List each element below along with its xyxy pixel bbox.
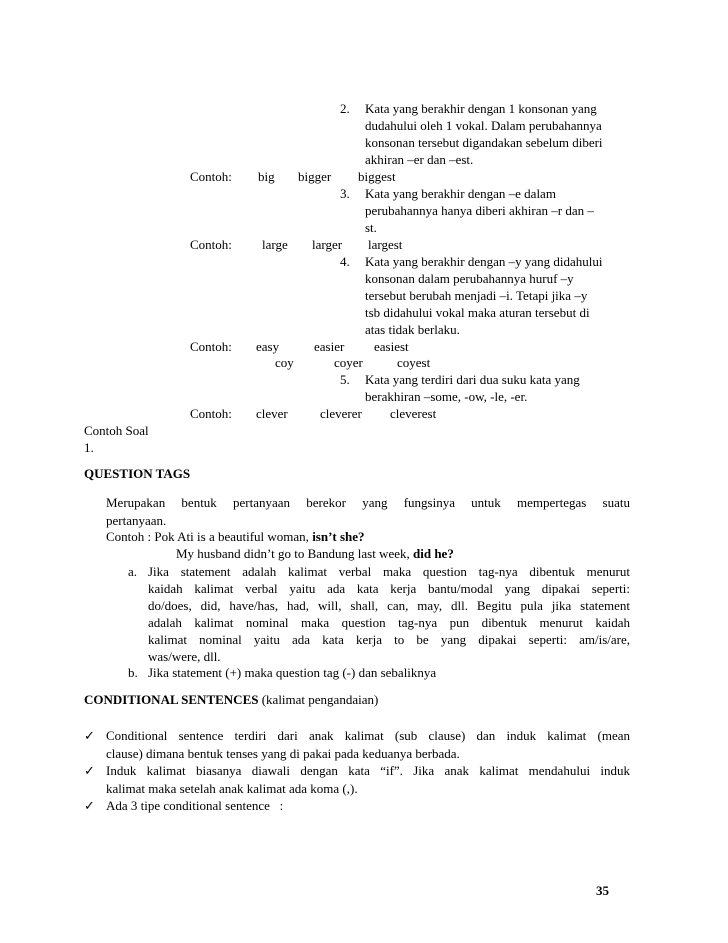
rule-line: Kata yang terdiri dari dua suku kata yang (365, 372, 580, 387)
rule-a-line: kalimat nominal yaitu ada kata kerja to be yang dipakai seperti: am/is/are, (148, 632, 630, 647)
conditional-title-note: (kalimat pengandaian) (258, 692, 379, 707)
bullet-line: Conditional sentence terdiri dari anak kalimat (sub clause) dan induk kalimat (mean (106, 728, 630, 743)
example-word: larger (312, 237, 343, 252)
rule-line: tsb didahului vokal maka aturan tersebut di (365, 305, 590, 320)
example-word: cleverer (320, 406, 362, 421)
example-label: Contoh: (190, 339, 232, 354)
example-word: big (258, 169, 275, 184)
checkmark-icon: ✓ (84, 728, 95, 743)
rule-b-text: Jika statement (+) maka question tag (-) dan sebaliknya (148, 665, 437, 680)
rule-a-text (148, 563, 630, 665)
example-label: Contoh: (190, 237, 232, 252)
page-number: 35 (596, 883, 609, 898)
example-sentence: Contoh : Pok Ati is a beautiful woman, (106, 529, 313, 544)
example-word: large (262, 237, 288, 252)
rule-line: berakhiran –some, -ow, -le, -er. (365, 389, 528, 404)
conditional-bullet-3 (106, 797, 630, 815)
rule-number: 4. (340, 254, 350, 269)
rule-a-line: was/were, dll. (148, 649, 221, 664)
list-label-a: a. (128, 564, 138, 579)
rule-a-line: do/does, did, have/has, had, will, shall, can, may, dll. Begitu pula jika statement (148, 598, 630, 613)
rule-line: konsonan tersebut digandakan sebelum diberi (365, 135, 603, 150)
rule-number: 5. (340, 372, 350, 387)
conditional-heading (84, 692, 378, 708)
rule-line: Kata yang berakhir dengan 1 konsonan yang (365, 101, 597, 116)
example-tag: isn’t she? (312, 529, 365, 544)
example-sentence: My husband didn’t go to Bandung last week, (176, 546, 413, 561)
contoh-soal-title: Contoh Soal (84, 423, 149, 438)
intro-line: pertanyaan. (106, 512, 167, 528)
rule-line: Kata yang berakhir dengan –y yang didahului (365, 254, 603, 269)
rule-a-line: Jika statement adalah kalimat verbal maka question tag-nya dibentuk menurut (148, 564, 630, 579)
bullet-line: kalimat maka setelah anak kalimat ada koma (,). (106, 780, 358, 796)
question-tags-heading: QUESTION TAGS (84, 466, 191, 481)
rule-number: 3. (340, 186, 350, 201)
example-label: Contoh: (190, 406, 232, 421)
example-word: cleverest (390, 406, 437, 421)
contoh-soal-number: 1. (84, 440, 94, 455)
example-word: easiest (374, 339, 409, 354)
conditional-bullet-1 (106, 727, 630, 762)
rule-a-line: kaidah kalimat verbal yaitu ada kata kerja bantu/modal yang dipakai seperti: (148, 581, 630, 596)
example-word: easier (314, 339, 345, 354)
rule-line: atas tidak berlaku. (365, 322, 460, 337)
example-word: bigger (298, 169, 332, 184)
list-label-b: b. (128, 665, 138, 680)
rule-line: akhiran –er dan –est. (365, 152, 474, 167)
conditional-bullet-2 (106, 762, 630, 797)
example-word: largest (368, 237, 403, 252)
rule-line: konsonan dalam perubahannya huruf –y (365, 271, 574, 286)
question-tags-intro (106, 494, 630, 529)
bullet-line: Ada 3 tipe conditional sentence : (106, 798, 284, 813)
conditional-title: CONDITIONAL SENTENCES (84, 692, 259, 707)
example-word: coy (275, 355, 294, 370)
rule-line: Kata yang berakhir dengan –e dalam (365, 186, 556, 201)
intro-line: Merupakan bentuk pertanyaan berekor yang fungsinya untuk mempertegas suatu (106, 495, 630, 510)
rule-line: tersebut berubah menjadi –i. Tetapi jika –y (365, 288, 588, 303)
bullet-line: Induk kalimat biasanya diawali dengan kata “if”. Jika anak kalimat mendahului induk (106, 763, 630, 778)
rule-line: dudahului oleh 1 vokal. Dalam perubahannya (365, 118, 602, 133)
checkmark-icon: ✓ (84, 763, 95, 778)
rule-line: st. (365, 220, 377, 235)
rule-a-line: adalah kalimat nominal maka question tag-nya pun dibentuk menurut kaidah (148, 615, 630, 630)
example-label: Contoh: (190, 169, 232, 184)
example-word: coyest (397, 355, 431, 370)
example-tag: did he? (413, 546, 454, 561)
example-word: clever (256, 406, 288, 421)
question-tag-example-1 (106, 529, 365, 545)
example-word: biggest (358, 169, 396, 184)
example-word: coyer (334, 355, 363, 370)
bullet-line: clause) dimana bentuk tenses yang di pakai pada keduanya berbada. (106, 745, 460, 761)
rule-number: 2. (340, 101, 350, 116)
rule-line: perubahannya hanya diberi akhiran –r dan – (365, 203, 594, 218)
question-tag-example-2 (176, 546, 454, 562)
example-word: easy (256, 339, 280, 354)
checkmark-icon: ✓ (84, 798, 95, 813)
